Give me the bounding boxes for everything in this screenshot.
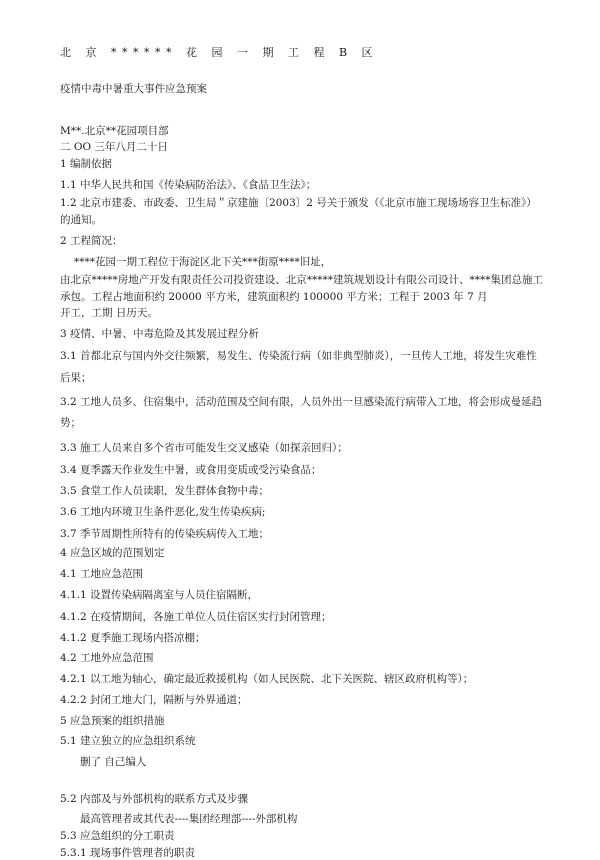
body-line: 1.1 中华人民共和国《传染病防治法》、《食品卫生法》； bbox=[60, 179, 317, 191]
body-line: 4.2 工地外应急范围 bbox=[60, 652, 154, 664]
body-line: 3 疫情、中暑、中毒危险及其发展过程分析 bbox=[60, 328, 260, 340]
body-line: 由北京*****房地产开发有限责任公司投资建设、北京*****建筑规划设计有限公司设计、****集团总施工 bbox=[60, 274, 543, 286]
body-line: 5.1 建立独立的应急组织系统 bbox=[60, 735, 196, 747]
body-line: 最高管理者或其代表----集团经理部----外部机构 bbox=[80, 813, 298, 825]
body-line: 4.1.2 在疫情期间，各施工单位人员住宿区实行封闭管理； bbox=[60, 611, 332, 623]
body-line: 5.3.1 现场事件管理者的职责 bbox=[60, 847, 196, 859]
body-line: 2 工程简况： bbox=[60, 235, 123, 247]
body-line: 势； bbox=[60, 417, 81, 429]
body-line: 3.4 夏季露天作业发生中暑，或食用变质或受污染食品； bbox=[60, 464, 322, 476]
body-line: 4 应急区域的范围划定 bbox=[60, 547, 165, 559]
body-line: 3.3 施工人员来自多个省市可能发生交叉感染（如探亲回归）； bbox=[60, 442, 348, 454]
body-line: 5.3 应急组织的分工职责 bbox=[60, 830, 175, 842]
body-line: 3.2 工地人员多、住宿集中，活动范围及空间有限，人员外出一旦感染流行病带入工地，将会形成曼延趋 bbox=[60, 396, 543, 408]
document-subtitle: 疫情中毒中暑重大事件应急预案 bbox=[60, 83, 207, 95]
body-line: 3.1 首都北京与国内外交往频繁，易发生、传染流行病（如非典型肺炎），一旦传人工地，将发生灾难性 bbox=[60, 350, 537, 362]
body-line: 3.7 季节周期性所特有的传染疾病传入工地； bbox=[60, 528, 270, 540]
body-line: 4.2.2 封闭工地大门，隔断与外界通道； bbox=[60, 694, 248, 706]
body-line: 删了 自己编人 bbox=[80, 756, 147, 768]
body-line: 4.1.2 夏季施工现场内搭凉棚； bbox=[60, 632, 206, 644]
body-line: 4.2.1 以工地为轴心，确定最近救援机构（如人民医院、北下关医院、辖区政府机构等）； bbox=[60, 673, 474, 685]
body-line: 3.5 食堂工作人员读职，发生群体食物中毒； bbox=[60, 485, 270, 497]
body-line: 5.2 内部及与外部机构的联系方式及步骤 bbox=[60, 793, 249, 805]
body-line: 开工，工期 日历天。 bbox=[60, 307, 158, 319]
body-line: ****花园一期工程位于海淀区北下关***街原****旧址， bbox=[74, 256, 332, 268]
body-line: 4.1.1 设置传染病隔离室与人员住宿隔断， bbox=[60, 589, 259, 601]
body-line: 3.6 工地内环境卫生条件恶化,发生传染疾病; bbox=[60, 506, 266, 518]
body-line: 5 应急预案的组织措施 bbox=[60, 715, 165, 727]
body-line: 4.1 工地应急范围 bbox=[60, 568, 144, 580]
document-title: 北 京 ****** 花 园 一 期 工 程 B 区 bbox=[60, 46, 379, 59]
body-line: 承包。工程占地面积约 20000 平方米，建筑面积约 100000 平方米；工程于 2003 年 7 月 bbox=[60, 291, 488, 303]
document-date: 二 OO 三年八月二十日 bbox=[60, 141, 168, 153]
body-line: 的通知。 bbox=[60, 214, 102, 226]
body-line: 1.2 北京市建委、市政委、卫生局＂京建施〔2003〕2 号关于颁发（《北京市施工现场场容卫生标准》） bbox=[60, 197, 537, 209]
body-line: 后果； bbox=[60, 372, 92, 384]
document-organization: M**.北京**花园项目部 bbox=[60, 125, 169, 137]
body-line: 1 编制依据 bbox=[60, 158, 113, 170]
